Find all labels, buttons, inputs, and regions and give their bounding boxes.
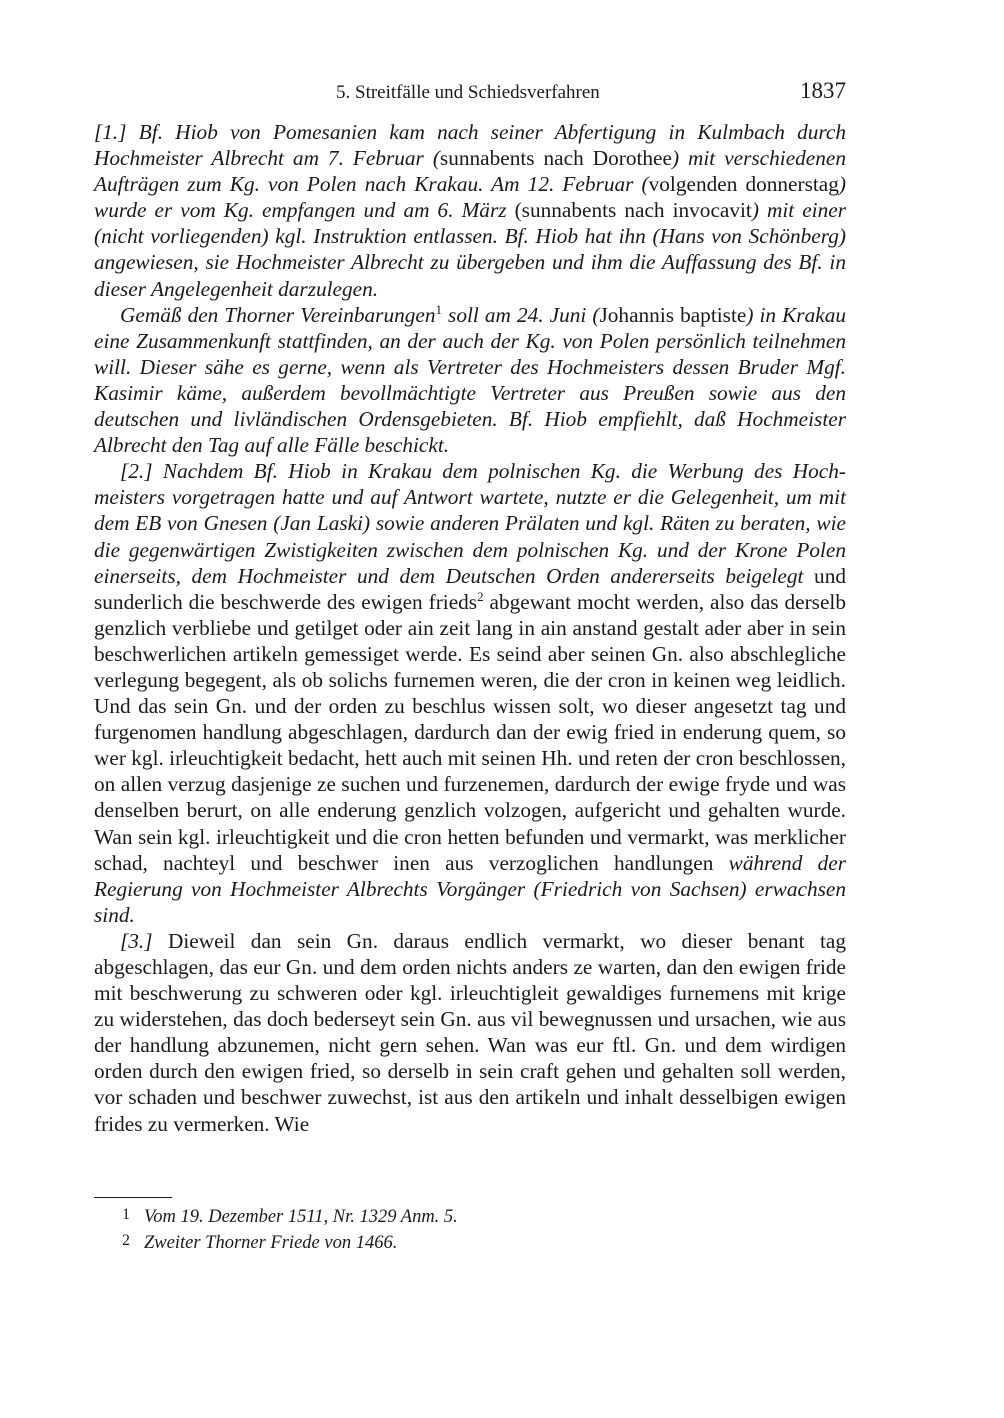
text-run: und sunderlich die beschwerde des ewigen frieds [94, 563, 846, 614]
footnote-text: Vom 19. Dezember 1511, Nr. 1329 Anm. 5. [144, 1207, 458, 1227]
body-text [94, 119, 846, 1137]
footnote-number: 2 [122, 1232, 130, 1249]
footnotes [122, 1203, 822, 1255]
text-run: [2.] Nachdem Bf. Hiob in Krakau dem polnischen Kg. die Werbung des Hochmeisters vorgetragen hatte und auf Antwort wartete, nutzte er die Gelegenheit, um mit dem EB von Gnesen (Jan Laski) sowie anderen Prälaten und kgl. Räten zu beraten, wie die gegenwärtigen Zwistigkeiten zwischen dem polnischen Kg. und der Krone Polen einerseits, dem Hochmeister und dem Deutschen Orden andererseits beigelegt [94, 459, 846, 588]
text-run: (sunnabents nach invocavit [514, 198, 752, 223]
footnote-text: Zweiter Thorner Friede von 1466. [144, 1233, 398, 1253]
paragraph [94, 302, 846, 459]
text-run: Dieweil dan sein Gn. daraus endlich vermarkt, wo dieser benant tag abgeschlagen, das eur Gn. und dem orden nichts anders ze warten, dan den ewigen fride mit beschwerung zu schweren oder kgl. irleuchtigleit gewaldiges furnemens mit krige zu widerstehen, das doch bederseyt sein Gn. aus vil bewegnussen und ursachen, wie aus der handlung abzunemen, nicht gern sehen. Wan was eur ftl. Gn. und dem wirdigen orden durch den ewigen fried, so derselb in sein craft gehen und gehalten soll werden, vor schaden und beschwer zuwechst, ist aus den artikeln und inhalt desselbigen ewigen frides zu vermerken. Wie [94, 928, 846, 1136]
page-number: 1837 [800, 78, 846, 103]
paragraph [94, 928, 846, 1137]
text-run: soll am 24. Juni ( [442, 302, 600, 327]
running-header [94, 78, 846, 110]
chapter-title: 5. Streitfälle und Schiedsverfahren [336, 82, 600, 103]
footnote-reference: 2 [477, 588, 484, 604]
text-run: ) wurde er vom Kg. empfangen und am 6. März [94, 172, 846, 223]
text-run: Johannis baptiste [599, 302, 747, 327]
text-run: [1.] Bf. Hiob von Pomesanien kam nach seiner Abfertigung in Kulmbach durch Hochmeister Albrecht am 7. Februar ( [94, 120, 846, 171]
paragraph [94, 119, 846, 302]
footnote [122, 1229, 822, 1255]
text-run: [3.] [120, 928, 153, 953]
footnote [122, 1203, 822, 1229]
text-run: volgenden donnerstag [648, 172, 839, 197]
text-run: Gemäß den Thorner Vereinbarungen [120, 302, 436, 327]
footnote-reference: 1 [435, 301, 442, 317]
text-run: abgewant mocht werden, also das derselb genzlich verbliebe und getilget oder ain zeit lang in ain anstand gestalt ader aber in sein beschwerlichen artikeln gemessiget werde. Es seind aber seinen Gn. also abschlegliche verlegung begegent, als ob solichs furnemen weren, die der cron in keinen weg leidlich. Und das sein Gn. und der orden zu beschlus wissen solt, wo dieser angesetzt tag und furgenomen handlung abgeschlagen, dardurch dan der ewig fried in enderung quem, so wer kgl. irleuchtigkeit bedacht, hett auch mit seinen Hh. und reten der cron beschlossen, on allen verzug dasjenige ze suchen und furzenemen, dardurch der ewige fryde und was denselben berurt, on alle enderung genzlich volzogen, aufgericht und gehalten wurde. Wan sein kgl. irleuchtigkeit und die cron hetten befunden und vermarkt, was merklicher schad, nachteyl und beschwer inen aus verzoglichen handlungen [94, 589, 846, 875]
footnote-number: 1 [122, 1206, 130, 1223]
text-run: während der Regierung von Hochmeister Albrechts Vorgänger (Friedrich von Sachsen) erwachsen sind. [94, 850, 846, 927]
text-run: ) mit verschiedenen Aufträgen zum Kg. von Polen nach Krakau. Am 12. Februar ( [94, 146, 847, 197]
text-run: ) in Krakau eine Zusammenkunft stattfinden, an der auch der Kg. von Polen persönlich teilnehmen will. Dieser sähe es gerne, wenn als Vertreter des Hochmeisters dessen Bruder Mgf. Kasimir käme, außerdem bevollmächtigte Vertreter aus Preußen sowie aus den deutschen und livländischen Ordensgebieten. Bf. Hiob empfiehlt, daß Hochmeister Albrecht den Tag auf alle Fälle beschickt. [94, 302, 846, 458]
paragraph [94, 458, 846, 928]
text-run: sunnabents nach Dorothee [439, 146, 672, 171]
footnote-divider [94, 1197, 172, 1198]
text-run: ) mit einer (nicht vorliegenden) kgl. Instruktion entlassen. Bf. Hiob hat ihn (Hans von Schönberg) angewiesen, sie Hochmeister Albrecht zu übergeben und ihm die Auffassung des Bf. in dieser Angelegenheit darzulegen. [94, 198, 846, 301]
